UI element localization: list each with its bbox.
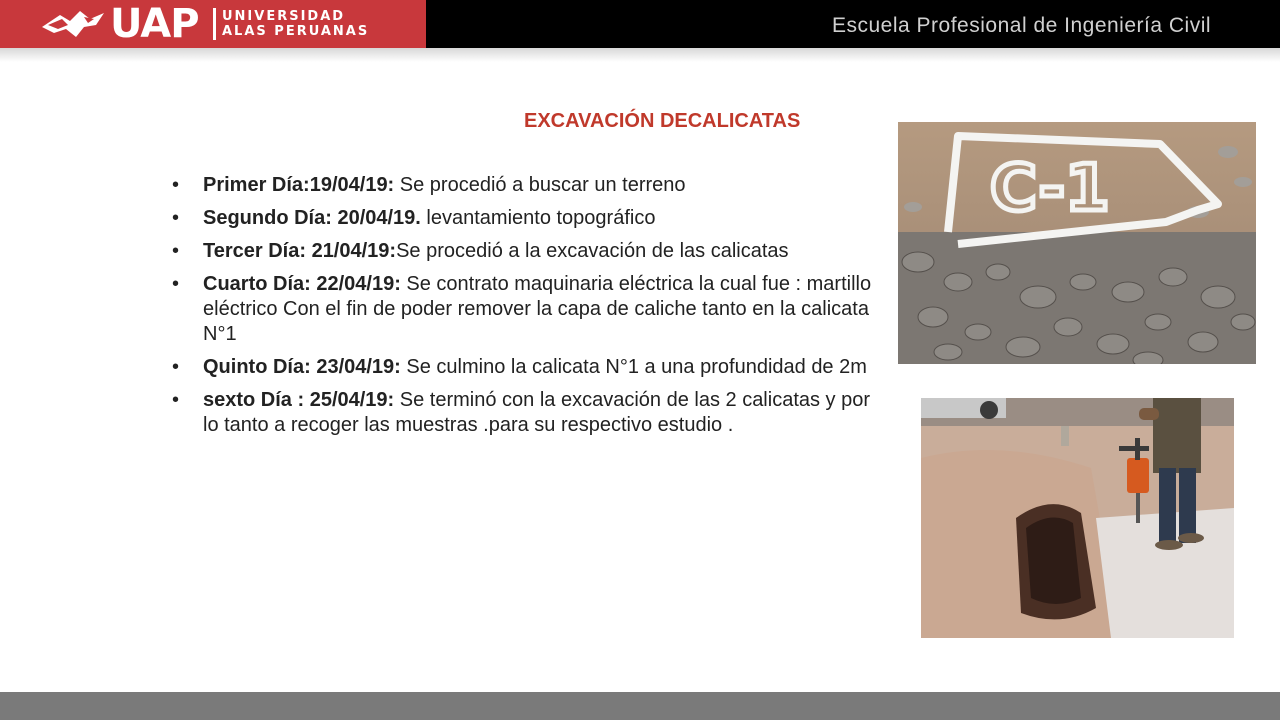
logo-acronym: UAP — [110, 1, 199, 47]
bullet-text: Se culmino la calicata N°1 a una profundidad de 2m — [400, 356, 867, 378]
footer-bar — [0, 692, 1280, 720]
bullet-text: Se procedió a la excavación de las calicatas — [396, 240, 789, 262]
bullet-text: Se terminó con la excavación de las 2 calicatas y por lo tanto a recoger las muestras .para su respectivo estudio . — [203, 389, 871, 436]
list-item — [172, 173, 872, 198]
excavation-photo — [921, 398, 1234, 638]
logo-divider — [213, 8, 216, 40]
list-item — [172, 206, 872, 231]
header-shadow — [0, 48, 1280, 62]
bullet-label: Primer Día:19/04/19: — [203, 174, 395, 196]
list-item — [172, 272, 872, 347]
logo-line-2: ALAS PERUANAS — [222, 24, 370, 39]
logo-university-name — [222, 9, 369, 39]
logo-line-1: UNIVERSIDAD — [222, 9, 346, 24]
school-title: Escuela Profesional de Ingeniería Civil — [832, 14, 1212, 37]
list-item — [172, 239, 872, 264]
university-logo — [0, 0, 426, 48]
excavation-image — [921, 398, 1234, 638]
bullet-text: Se procedió a buscar un terreno — [394, 174, 686, 196]
slide-title: EXCAVACIÓN DECALICATAS — [524, 110, 801, 132]
bullet-label: Segundo Día: 20/04/19. — [203, 207, 421, 229]
bullet-list — [172, 173, 872, 446]
eagle-logo-icon — [40, 7, 106, 41]
header-bar — [0, 0, 1280, 48]
bullet-text: Se contrato maquinaria eléctrica la cual fue : martillo eléctrico Con el fin de poder remover la capa de caliche tanto en la calicata N°1 — [203, 273, 872, 345]
bullet-label: sexto Día : 25/04/19: — [203, 389, 395, 411]
bullet-label: Tercer Día: 21/04/19: — [203, 240, 397, 262]
terrain-marking-image — [898, 122, 1256, 364]
bullet-label: Cuarto Día: 22/04/19: — [203, 273, 401, 295]
bullet-label: Quinto Día: 23/04/19: — [203, 356, 401, 378]
marking-label: C-1 — [990, 152, 1110, 226]
list-item — [172, 355, 872, 380]
bullet-text: levantamiento topográfico — [420, 207, 656, 229]
list-item — [172, 388, 872, 438]
terrain-marking-photo — [898, 122, 1256, 364]
